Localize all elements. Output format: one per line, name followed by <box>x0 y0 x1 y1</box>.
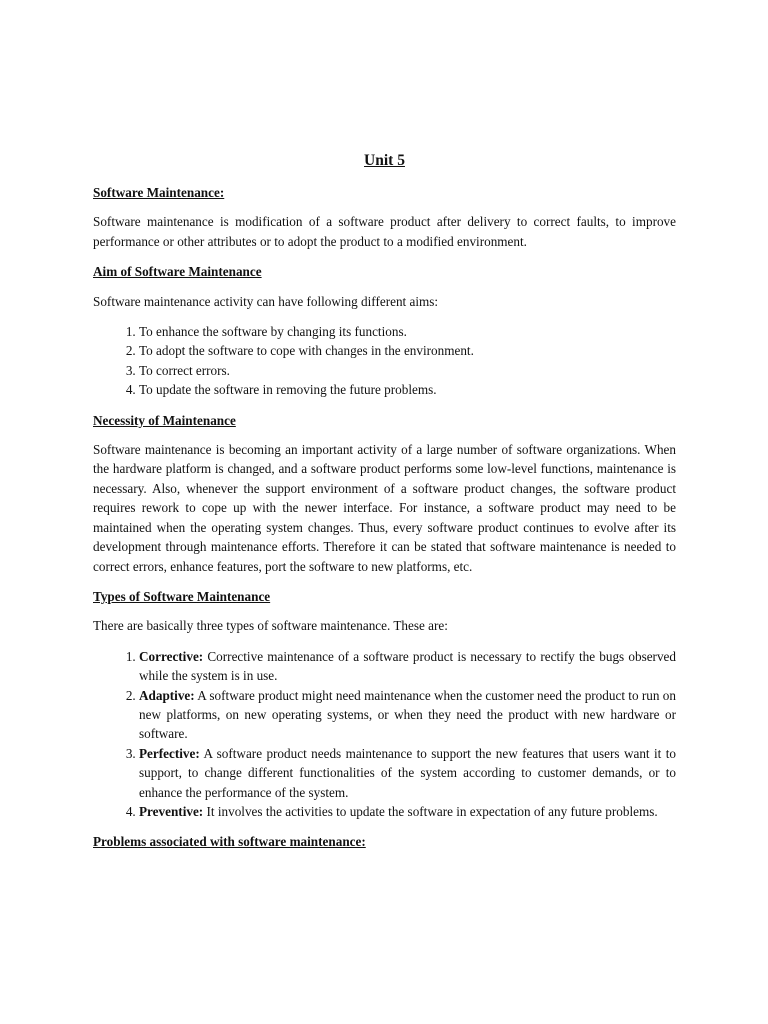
type-description: It involves the activities to update the software in expectation of any future problems. <box>203 803 658 819</box>
list-item: 1. To enhance the software by changing its functions. <box>139 322 676 341</box>
type-description: A software product might need maintenance when the customer need the product to run on new platforms, on new operating systems, or when they need the product with new hardware or software. <box>139 687 676 742</box>
types-intro: There are basically three types of software maintenance. These are: <box>93 618 448 634</box>
paragraph-necessity: Software maintenance is becoming an important activity of a large number of software organizations. When the hardware platform is changed, and a software product performs some low-level functions, maintenance is necessary. Also, whenever the support environment of a software product changes, the software product requires rework to cope up with the newer interface. For instance, a software product may need to be maintained when the operating system changes. Thus, every software product continues to evolve after its development through maintenance efforts. Therefore it can be stated that software maintenance is needed to correct errors, enhance features, port the software to new platforms, etc. <box>93 442 676 574</box>
list-item: 4. To update the software in removing the future problems. <box>139 380 676 399</box>
list-item <box>139 686 676 744</box>
type-term: Corrective: <box>139 648 204 664</box>
document-page <box>93 150 676 862</box>
heading-types: Types of Software Maintenance <box>93 588 271 604</box>
aim-list <box>93 322 676 400</box>
type-term: Perfective: <box>139 745 200 761</box>
paragraph-software-maintenance: Software maintenance is modification of a software product after delivery to correct faults, to improve performance or other attributes or to adopt the product to a modified environment. <box>93 214 676 249</box>
type-description: A software product needs maintenance to support the new features that users want it to support, to change different functionalities of the system according to customer demands, or to enhance the performance of the system. <box>139 745 676 800</box>
heading-problems: Problems associated with software maintenance: <box>93 834 366 850</box>
list-item: 3. To correct errors. <box>139 361 676 380</box>
list-item <box>139 647 676 686</box>
heading-necessity: Necessity of Maintenance <box>93 412 236 428</box>
list-item <box>139 744 676 802</box>
heading-aim: Aim of Software Maintenance <box>93 264 262 280</box>
heading-software-maintenance: Software Maintenance: <box>93 185 225 200</box>
document-title: Unit 5 <box>364 152 405 169</box>
aim-intro: Software maintenance activity can have following different aims: <box>93 293 439 309</box>
types-list <box>93 647 676 822</box>
type-description: Corrective maintenance of a software product is necessary to rectify the bugs observed while the system is in use. <box>139 648 676 684</box>
type-term: Preventive: <box>139 803 204 819</box>
list-item <box>139 802 676 821</box>
list-item: 2. To adopt the software to cope with changes in the environment. <box>139 341 676 360</box>
type-term: Adaptive: <box>139 687 195 703</box>
